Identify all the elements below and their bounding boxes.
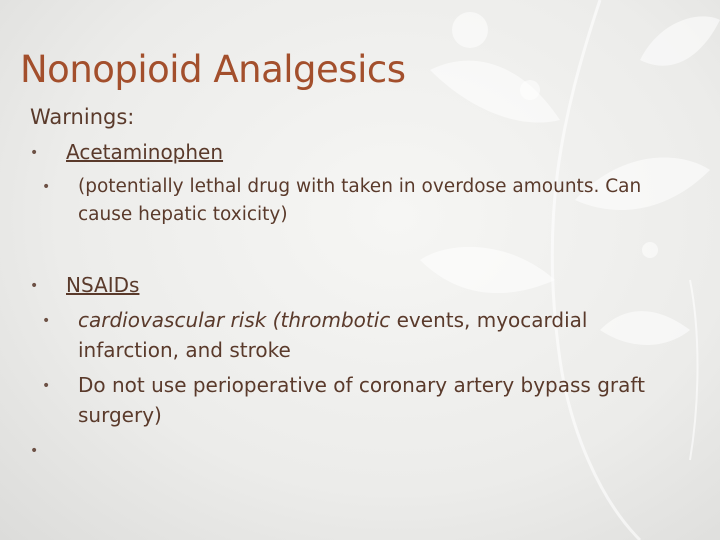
nsaids-heading: NSAIDs — [66, 273, 140, 297]
cv-risk-italic-text: cardiovascular risk (thrombotic — [78, 308, 391, 332]
bullet-nsaids: • — [30, 278, 39, 294]
acetaminophen-detail-line1: (potentially lethal drug with taken in overdose amounts. Can — [78, 176, 642, 197]
acetaminophen-detail-line2: cause hepatic toxicity) — [78, 204, 288, 225]
slide-title: Nonopioid Analgesics — [20, 48, 406, 91]
acetaminophen-heading: Acetaminophen — [66, 140, 224, 164]
cabg-warning-line1: Do not use perioperative of coronary artery bypass graft — [78, 373, 645, 397]
bullet-acetaminophen: • — [30, 145, 39, 161]
cv-risk-line2: infarction, and stroke — [78, 338, 291, 362]
bullet-cabg-warning: • — [42, 378, 51, 394]
bullet-acetaminophen-detail: • — [42, 179, 51, 195]
cabg-warning-line2: surgery) — [78, 403, 162, 427]
warnings-label: Warnings: — [30, 105, 135, 129]
bullet-cv-risk: • — [42, 313, 51, 329]
cv-risk-line1 — [78, 307, 587, 333]
bullet-empty: • — [30, 443, 39, 459]
cv-risk-rest-text: events, myocardial — [390, 308, 588, 332]
